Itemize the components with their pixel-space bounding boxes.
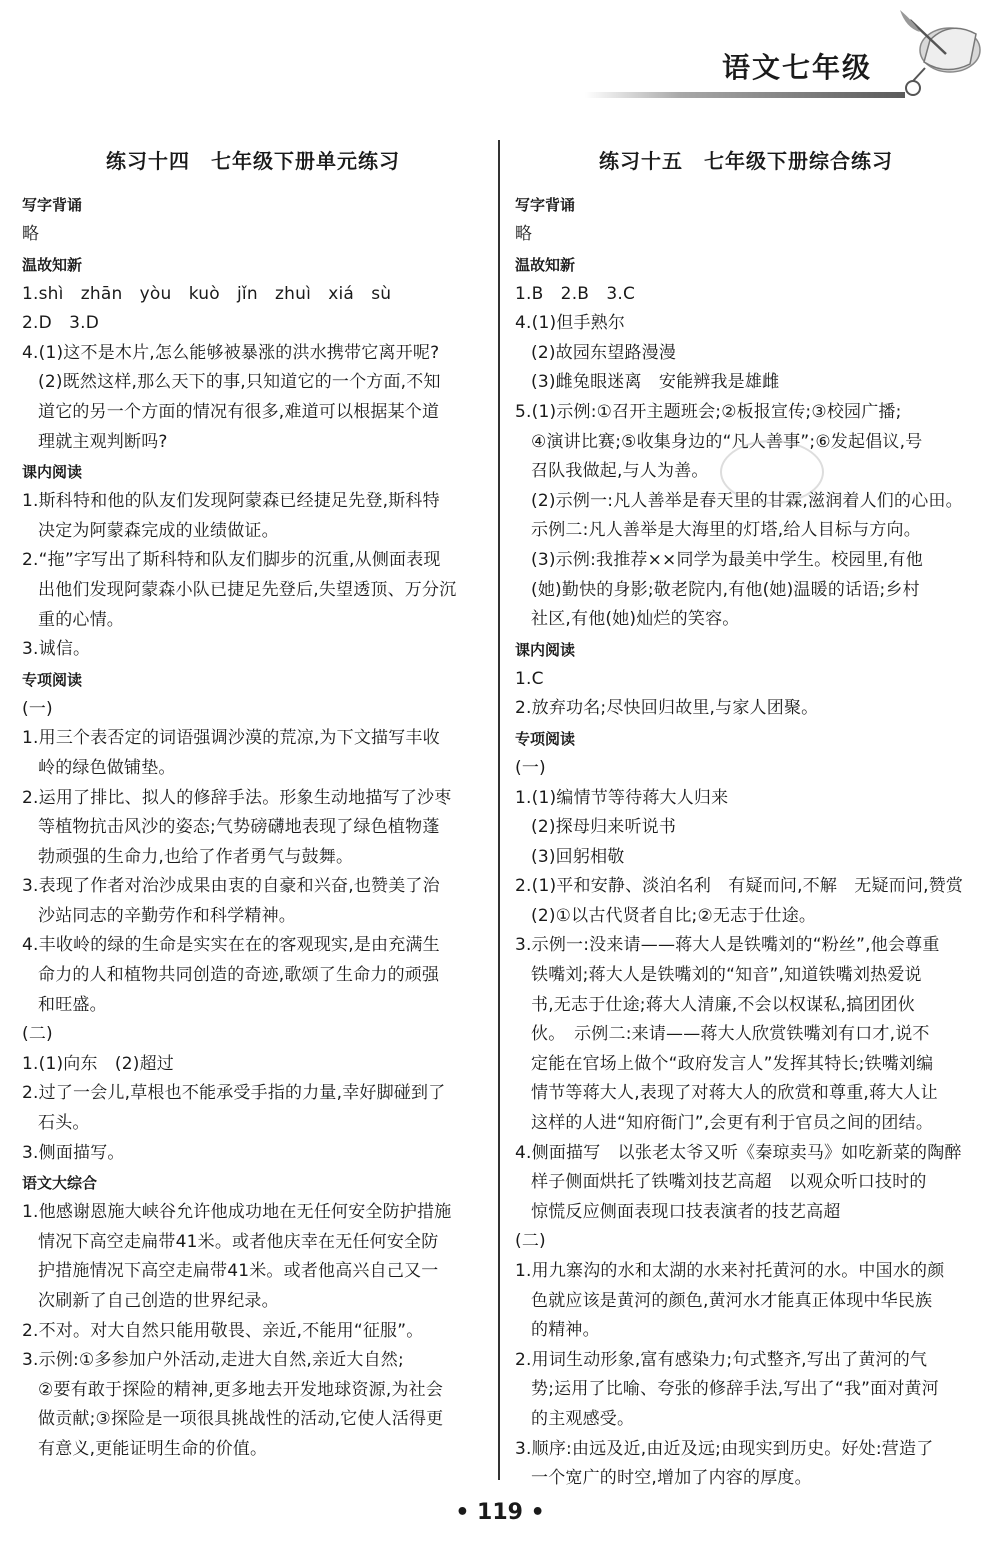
answer-line: 次刷新了自己创造的世界纪录。 [38, 1291, 279, 1311]
section-heading: 语文大综合 [22, 1174, 98, 1193]
answer-line: 1.他感谢恩施大峡谷允许他成功地在无任何安全防护措施 [22, 1202, 452, 1223]
answer-line: (一) [22, 698, 53, 719]
answer-line: 1.C [515, 668, 544, 689]
answer-line: 沙站同志的辛勤劳作和科学精神。 [38, 905, 296, 926]
answer-line: 略 [22, 224, 40, 244]
answer-line: 决定为阿蒙森完成的业绩做证。 [38, 520, 279, 541]
answer-line: 2.过了一会儿,草根也不能承受手指的力量,幸好脚碰到了 [22, 1083, 446, 1104]
answer-line: 3.表现了作者对治沙成果由衷的自豪和兴奋,也赞美了治 [22, 876, 440, 897]
section-heading: 专项阅读 [515, 729, 576, 748]
answer-line: 1.B 2.B 3.C [515, 283, 636, 304]
answer-line: 铁嘴刘;蒋大人是铁嘴刘的“知音”,知道铁嘴刘热爱说 [531, 965, 922, 986]
section-heading: 写字背诵 [22, 196, 83, 214]
answer-line: 重的心情。 [38, 609, 124, 630]
answer-line: 做贡献;③探险是一项很具挑战性的活动,它使人活得更 [38, 1409, 444, 1430]
answer-line: 1.(1)编情节等待蒋大人归来 [515, 787, 729, 808]
answer-line: (2)既然这样,那么天下的事,只知道它的一个方面,不知 [38, 372, 441, 393]
answer-line: 等植物抗击风沙的姿态;气势磅礴地表现了绿色植物蓬 [38, 817, 440, 838]
section-heading: 课内阅读 [22, 463, 83, 482]
answer-line: 1.(1)向东 (2)超过 [22, 1053, 174, 1074]
answer-line: 一个宽广的时空,增加了内容的厚度。 [531, 1468, 812, 1489]
answer-line: 3.示例一:没来请——蒋大人是铁嘴刘的“粉丝”,他会尊重 [515, 935, 940, 956]
answer-line: 的主观感受。 [531, 1408, 635, 1429]
answer-line: 书,无志于仕途;蒋大人清廉,不会以权谋私,搞团团伙 [531, 994, 915, 1015]
right-column-title: 练习十五 七年级下册综合练习 [599, 149, 893, 173]
answer-line: 5.(1)示例:①召开主题班会;②板报宣传;③校园广播; [515, 401, 902, 422]
answer-line: 护措施情况下高空走扁带41米。或者他高兴自己又一 [38, 1261, 439, 1282]
left-column-title: 练习十四 七年级下册单元练习 [106, 149, 400, 173]
answer-line: (3)雌兔眼迷离 安能辨我是雄雌 [531, 372, 780, 393]
answer-line: 石头。 [38, 1113, 90, 1134]
answer-line: 1.shì zhān yòu kuò jǐn zhuì xiá sù [22, 283, 392, 304]
section-heading: 专项阅读 [22, 670, 83, 689]
answer-line: 1.用九寨沟的水和太湖的水来衬托黄河的水。中国水的颜 [515, 1261, 945, 1281]
answer-line: 的精神。 [531, 1320, 600, 1341]
header-bar [585, 92, 905, 98]
answer-line: (3)回躬相敬 [531, 846, 625, 867]
answer-line: (二) [515, 1231, 546, 1252]
answer-line: 情节等蒋大人,表现了对蒋大人的欣赏和尊重,蒋大人让 [531, 1083, 938, 1104]
answer-line: 4.丰收岭的绿的生命是实实在在的客观现实,是由充满生 [22, 935, 440, 956]
answer-line: 3.侧面描写。 [22, 1142, 125, 1163]
answer-line: 惊慌反应侧面表现口技表演者的技艺高超 [531, 1201, 841, 1222]
right-sections [515, 190, 977, 1494]
answer-line: 略 [515, 224, 533, 244]
answer-line: 勃顽强的生命力,也给了作者勇气与鼓舞。 [38, 846, 354, 867]
scroll-quill-icon [880, 10, 990, 100]
page-header [0, 0, 1000, 110]
header-title: 语文七年级 [721, 51, 872, 84]
answer-line: 定能在官场上做个“政府发言人”发挥其特长;铁嘴刘编 [531, 1053, 934, 1074]
answer-line: 出他们发现阿蒙森小队已捷足先登后,失望透顶、万分沉 [38, 579, 457, 600]
answer-line: 和旺盛。 [38, 994, 107, 1015]
section-heading: 温故知新 [22, 255, 83, 274]
answer-line: (2)①以古代贤者自比;②无志于仕途。 [531, 905, 817, 926]
answer-line: (二) [22, 1024, 53, 1045]
answer-line: 这样的人进“知府衙门”,会更有利于官员之间的团结。 [531, 1113, 934, 1134]
answer-line: 4.(1)这不是木片,怎么能够被暴涨的洪水携带它离开呢? [22, 342, 440, 363]
answer-line: 1.斯科特和他的队友们发现阿蒙森已经捷足先登,斯科特 [22, 491, 440, 512]
answer-line: 2.放弃功名;尽快回归故里,与家人团聚。 [515, 698, 819, 719]
answer-line: 命力的人和植物共同创造的奇迹,歌颂了生命力的顽强 [38, 965, 440, 986]
answer-line: 样子侧面烘托了铁嘴刘技艺高超 以观众听口技时的 [531, 1172, 927, 1193]
answer-line: 召队我做起,与人为善。 [531, 461, 709, 482]
answer-line: 3.顺序:由远及近,由近及远;由现实到历史。好处:营造了 [515, 1438, 934, 1459]
answer-line: 2.“拖”字写出了斯科特和队友们脚步的沉重,从侧面表现 [22, 550, 441, 571]
answer-line: (一) [515, 757, 546, 778]
answer-line: 2.(1)平和安静、淡泊名利 有疑而问,不解 无疑而问,赞赏 [515, 876, 964, 897]
answer-line: 情况下高空走扁带41米。或者他庆幸在无任何安全防 [38, 1231, 439, 1252]
section-heading: 课内阅读 [515, 640, 576, 659]
left-column [22, 143, 484, 1465]
answer-line: (她)勤快的身影;敬老院内,有他(她)温暖的话语;乡村 [531, 579, 920, 600]
answer-line: 岭的绿色做铺垫。 [38, 757, 176, 778]
answer-line: (2)示例一:凡人善举是春天里的甘霖,滋润着人们的心田。 [531, 490, 963, 511]
answer-line: 4.(1)但手熟尔 [515, 313, 626, 334]
left-sections [22, 190, 484, 1465]
answer-line: 3.诚信。 [22, 639, 91, 660]
answer-line: 色就应该是黄河的颜色,黄河水才能真正体现中华民族 [531, 1290, 933, 1311]
answer-line: 1.用三个表否定的词语强调沙漠的荒凉,为下文描写丰收 [22, 728, 440, 749]
answer-line: 2.不对。对大自然只能用敬畏、亲近,不能用“征服”。 [22, 1320, 424, 1341]
answer-line: 3.示例:①多参加户外活动,走进大自然,亲近大自然; [22, 1350, 404, 1371]
answer-line: (2)故园东望路漫漫 [531, 342, 677, 363]
answer-line: 示例二:凡人善举是大海里的灯塔,给人目标与方向。 [531, 520, 921, 541]
answer-line: 2.运用了排比、拟人的修辞手法。形象生动地描写了沙枣 [22, 787, 452, 808]
answer-line: 2.用词生动形象,富有感染力;句式整齐,写出了黄河的气 [515, 1349, 928, 1370]
answer-line: 理就主观判断吗? [38, 431, 168, 452]
section-heading: 温故知新 [515, 255, 576, 274]
answer-line: 2.D 3.D [22, 313, 100, 334]
answer-line: 道它的另一个方面的情况有很多,难道可以根据某个道 [38, 401, 440, 422]
watermark-stamp [720, 440, 824, 504]
section-heading: 写字背诵 [515, 196, 576, 214]
answer-line: ④演讲比赛;⑤收集身边的“凡人善事”;⑥发起倡议,号 [531, 431, 923, 452]
answer-line: 社区,有他(她)灿烂的笑容。 [531, 609, 740, 630]
answer-line: (2)探母归来听说书 [531, 817, 677, 838]
answer-line: ②要有敢于探险的精神,更多地去开发地球资源,为社会 [38, 1379, 444, 1400]
page-number: • 119 • [455, 1500, 545, 1525]
column-divider [498, 140, 500, 1480]
answer-line: 4.侧面描写 以张老太爷又听《秦琼卖马》如吃新菜的陶醉 [515, 1142, 962, 1163]
answer-line: (3)示例:我推荐××同学为最美中学生。校园里,有他 [531, 549, 923, 570]
answer-line: 伙。 示例二:来请——蒋大人欣赏铁嘴刘有口才,说不 [531, 1024, 930, 1045]
answer-line: 势;运用了比喻、夸张的修辞手法,写出了“我”面对黄河 [531, 1379, 939, 1400]
right-column [515, 143, 977, 1494]
answer-line: 有意义,更能证明生命的价值。 [38, 1438, 268, 1459]
